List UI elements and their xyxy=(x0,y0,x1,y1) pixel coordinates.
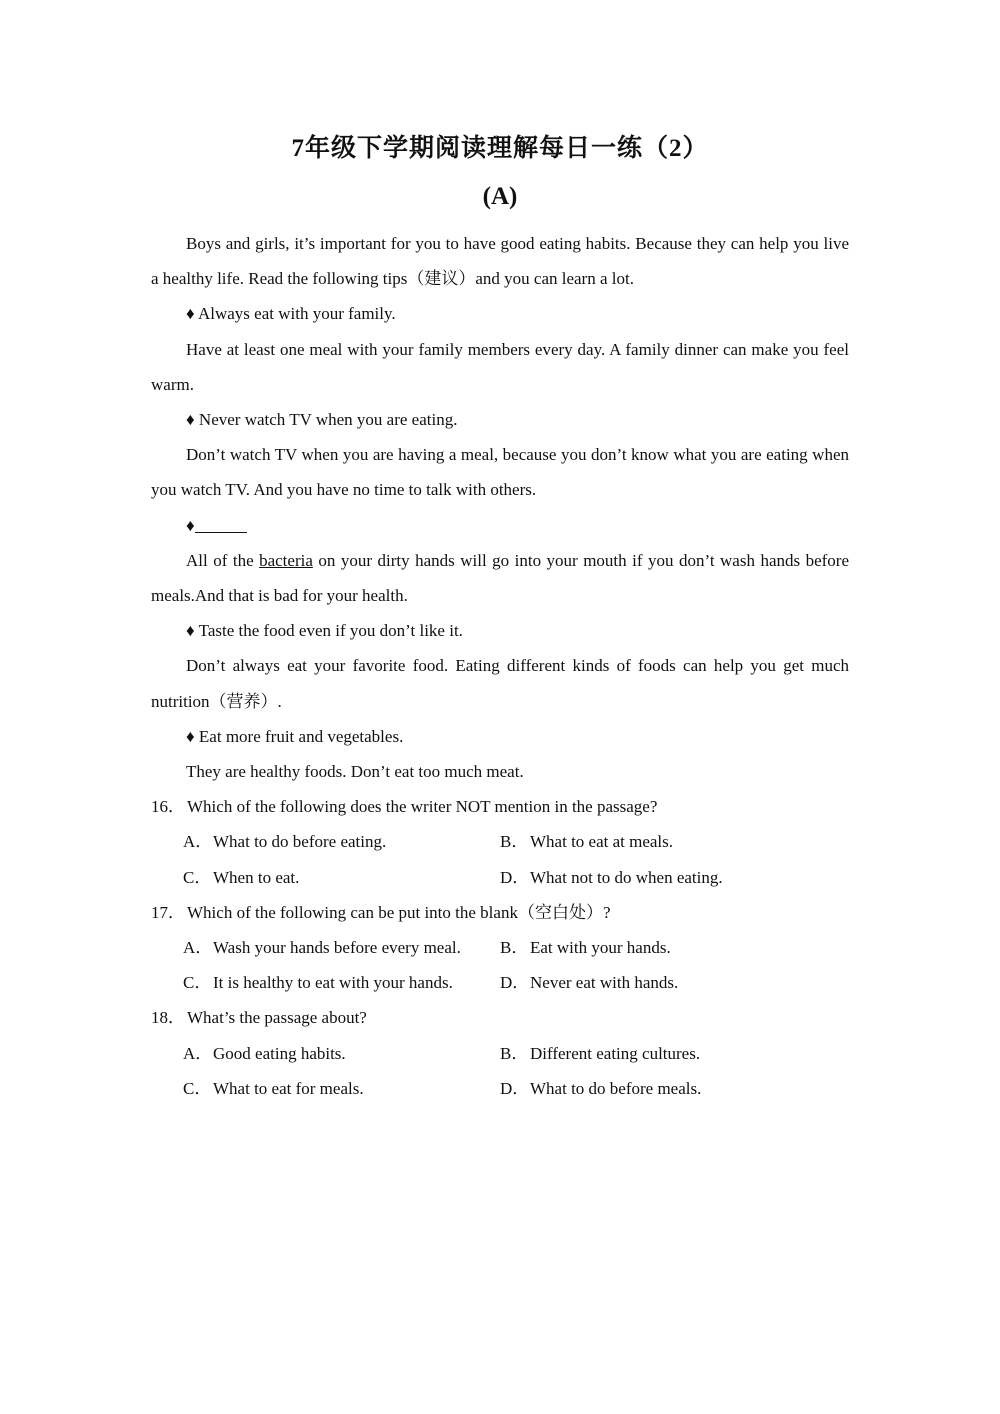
tip-body: Don’t watch TV when you are having a meal, because you don’t know what you are eating when you watch TV. And you have no time to talk with others. xyxy=(151,445,849,500)
question-16-options xyxy=(151,824,849,894)
option-letter: C． xyxy=(183,867,212,887)
option-text: What to eat at meals. xyxy=(530,832,674,852)
underlined-word: bacteria xyxy=(259,550,313,570)
option-text: Different eating cultures. xyxy=(530,1043,701,1063)
option-letter: B． xyxy=(500,938,529,958)
question-number: 16． xyxy=(151,797,185,817)
passage-intro: Boys and girls, it’s important for you to have good eating habits. Because they can help you live a healthy life. Read the following tips（建议）and you can learn a lot. xyxy=(151,234,849,289)
option-b[interactable] xyxy=(500,1036,817,1071)
option-letter: B． xyxy=(500,1043,529,1063)
page-title: 7年级下学期阅读理解每日一练（2） xyxy=(291,135,709,162)
reading-content xyxy=(151,226,849,1106)
option-a[interactable] xyxy=(183,1036,500,1071)
option-text: What to do before eating. xyxy=(213,832,387,852)
option-letter: D． xyxy=(500,1078,530,1098)
question-17 xyxy=(151,895,849,930)
question-17-options xyxy=(151,930,849,1000)
tip-body-pre: All of the xyxy=(186,550,260,570)
option-a[interactable] xyxy=(183,824,500,859)
option-letter: C． xyxy=(183,1078,212,1098)
option-c[interactable] xyxy=(183,1071,500,1106)
option-b[interactable] xyxy=(500,930,817,965)
option-letter: A． xyxy=(183,1043,213,1063)
option-letter: C． xyxy=(183,973,212,993)
option-a[interactable] xyxy=(183,930,500,965)
option-letter: D． xyxy=(500,973,530,993)
option-d[interactable] xyxy=(500,1071,817,1106)
tip-heading: ♦ Never watch TV when you are eating. xyxy=(186,410,458,430)
tip-heading: ♦ Eat more fruit and vegetables. xyxy=(186,726,404,746)
tip-body: Don’t always eat your favorite food. Eating different kinds of foods can help you get much nutrition（营养）. xyxy=(151,656,849,711)
option-letter: D． xyxy=(500,867,530,887)
option-text: Never eat with hands. xyxy=(530,973,679,993)
option-text: Wash your hands before every meal. xyxy=(213,938,461,958)
option-d[interactable] xyxy=(500,965,817,1000)
option-text: What not to do when eating. xyxy=(530,867,723,887)
question-16 xyxy=(151,789,849,824)
section-label: (A) xyxy=(482,183,518,210)
tip-heading-blank xyxy=(151,508,849,543)
question-18 xyxy=(151,1000,849,1035)
option-c[interactable] xyxy=(183,860,500,895)
option-letter: B． xyxy=(500,832,529,852)
question-number: 17． xyxy=(151,902,185,922)
tip-body xyxy=(151,543,849,613)
question-text: What’s the passage about? xyxy=(187,1008,367,1028)
tip-heading: ♦ Taste the food even if you don’t like it. xyxy=(186,621,463,641)
tip-body-post: on your dirty hands will go into your mouth if you don’t wash hands before meals.And that is bad for your health. xyxy=(151,550,849,606)
question-text: Which of the following does the writer NOT mention in the passage? xyxy=(187,797,658,817)
diamond-bullet: ♦ xyxy=(186,515,195,535)
option-b[interactable] xyxy=(500,824,817,859)
option-text: When to eat. xyxy=(213,867,300,887)
tip-heading: ♦ Always eat with your family. xyxy=(186,304,396,324)
option-letter: A． xyxy=(183,938,213,958)
option-d[interactable] xyxy=(500,860,817,895)
question-text: Which of the following can be put into the blank（空白处）? xyxy=(187,902,611,922)
option-text: Good eating habits. xyxy=(213,1043,346,1063)
option-letter: A． xyxy=(183,832,213,852)
question-number: 18． xyxy=(151,1008,185,1028)
option-text: What to do before meals. xyxy=(530,1078,702,1098)
option-text: It is healthy to eat with your hands. xyxy=(213,973,453,993)
option-c[interactable] xyxy=(183,965,500,1000)
tip-body: They are healthy foods. Don’t eat too much meat. xyxy=(186,762,524,782)
question-18-options xyxy=(151,1036,849,1106)
tip-body: Have at least one meal with your family members every day. A family dinner can make you feel warm. xyxy=(151,339,849,394)
answer-blank xyxy=(195,514,247,533)
option-text: Eat with your hands. xyxy=(530,938,671,958)
option-text: What to eat for meals. xyxy=(213,1078,364,1098)
